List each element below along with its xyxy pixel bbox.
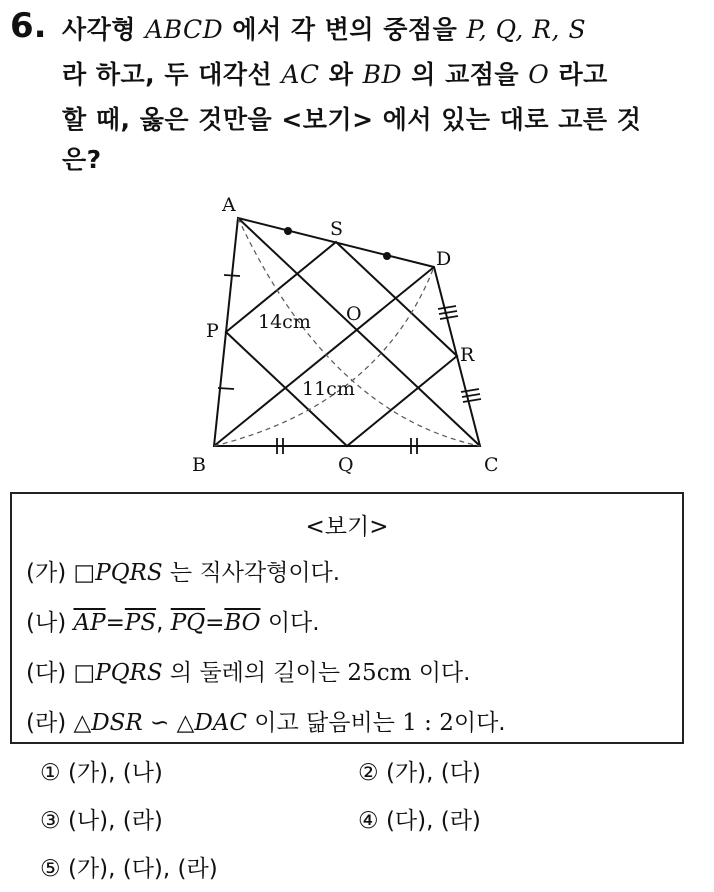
question-line-1	[62, 10, 586, 46]
math-pqrs: PQRS	[95, 560, 163, 586]
tick-rc-2	[462, 394, 480, 397]
label-a: A	[222, 194, 236, 216]
tick-rc-1	[461, 389, 479, 392]
similar-symbol: ∽	[142, 710, 177, 736]
math-dsr: DSR	[91, 710, 143, 736]
item-text: 는 직사각형이다.	[162, 560, 341, 586]
segment-ps: $\overline{PS}$	[124, 610, 157, 636]
square-symbol: □	[73, 660, 96, 686]
ratio-1-2: 1 : 2	[402, 710, 454, 736]
segment-ap: $\overline{AP}$	[73, 610, 106, 636]
item-text: 의 둘레의 길이는	[162, 660, 348, 686]
item-tag: (다)	[26, 660, 67, 686]
question-text: 에서 각 변의 중점을	[223, 15, 467, 44]
item-tag: (나)	[26, 610, 67, 636]
question-text: 와	[319, 60, 363, 89]
item-text: 이다.	[260, 610, 320, 636]
question-number: 6.	[10, 6, 47, 46]
midpoint-dot-as	[284, 227, 292, 235]
item-tag: (가)	[26, 560, 67, 586]
comma: ,	[156, 610, 171, 636]
choice-text: (나), (라)	[67, 808, 163, 834]
bogi-title: <보기>	[305, 514, 389, 540]
segment-pq: $\overline{PQ}$	[170, 610, 206, 636]
choice-text: (다), (라)	[385, 808, 481, 834]
tick-dr-2	[439, 311, 457, 314]
label-c: C	[484, 454, 499, 476]
choice-5[interactable]	[40, 850, 218, 883]
math-ac: AC	[281, 60, 320, 89]
length-11cm: 11cm	[302, 378, 355, 400]
label-d: D	[436, 248, 452, 270]
choice-number: ④	[358, 808, 379, 834]
choice-3[interactable]	[40, 802, 163, 835]
choice-2[interactable]	[358, 754, 481, 787]
question-text: 사각형	[62, 15, 146, 44]
math-abcd: ABCD	[145, 15, 224, 44]
question-text: 라고	[549, 60, 608, 89]
item-text: 이다.	[453, 710, 506, 736]
item-text: 이다.	[411, 660, 471, 686]
label-q: Q	[338, 454, 354, 476]
tick-pb	[218, 388, 234, 389]
math-o: O	[528, 60, 550, 89]
bogi-item-ra	[26, 704, 506, 737]
choice-number: ③	[40, 808, 61, 834]
math-pqrs: PQRS	[95, 660, 163, 686]
choice-text: (가), (다)	[385, 760, 481, 786]
math-dac: DAC	[194, 710, 247, 736]
diagonal-bd	[214, 267, 434, 446]
tick-dr-3	[440, 316, 458, 319]
square-symbol: □	[73, 560, 96, 586]
math-bd: BD	[362, 60, 403, 89]
unit-cm: cm	[376, 660, 412, 686]
choice-number: ①	[40, 760, 61, 786]
bogi-item-na	[26, 604, 320, 637]
label-r: R	[460, 344, 475, 366]
choice-number: ②	[358, 760, 379, 786]
bogi-box	[10, 492, 684, 744]
question-line-4: 은?	[62, 145, 102, 174]
tick-dr-1	[438, 306, 456, 309]
math-pqrs: P, Q, R, S	[466, 15, 587, 44]
choice-text: (가), (다), (라)	[67, 856, 218, 882]
equals-sign: =	[205, 610, 225, 636]
triangle-symbol: △	[73, 710, 92, 736]
length-14cm: 14cm	[258, 311, 311, 333]
question-text: 의 교점을	[402, 60, 529, 89]
choice-4[interactable]	[358, 802, 481, 835]
question-line-3: 할 때, 옳은 것만을 <보기> 에서 있는 대로 고른 것	[62, 105, 642, 134]
triangle-symbol: △	[176, 710, 195, 736]
question-line-2	[62, 55, 608, 91]
quad-pqrs	[226, 242, 457, 446]
midpoint-dot-sd	[383, 252, 391, 260]
question-text: 라 하고, 두 대각선	[62, 60, 282, 89]
segment-bo: $\overline{BO}$	[224, 610, 261, 636]
item-text: 이고 닮음비는	[246, 710, 403, 736]
label-s: S	[330, 218, 344, 240]
choice-1[interactable]	[40, 754, 163, 787]
tick-ap	[224, 275, 240, 276]
bogi-item-da	[26, 654, 470, 687]
label-b: B	[192, 454, 206, 476]
tick-rc-3	[463, 399, 481, 402]
label-p: P	[206, 320, 219, 342]
quadrilateral-figure	[180, 185, 520, 485]
equals-sign: =	[105, 610, 125, 636]
bogi-item-ga	[26, 554, 340, 587]
choice-number: ⑤	[40, 856, 61, 882]
number-25: 25	[347, 660, 377, 686]
choice-text: (가), (나)	[67, 760, 163, 786]
label-o: O	[346, 303, 362, 325]
item-tag: (라)	[26, 710, 67, 736]
